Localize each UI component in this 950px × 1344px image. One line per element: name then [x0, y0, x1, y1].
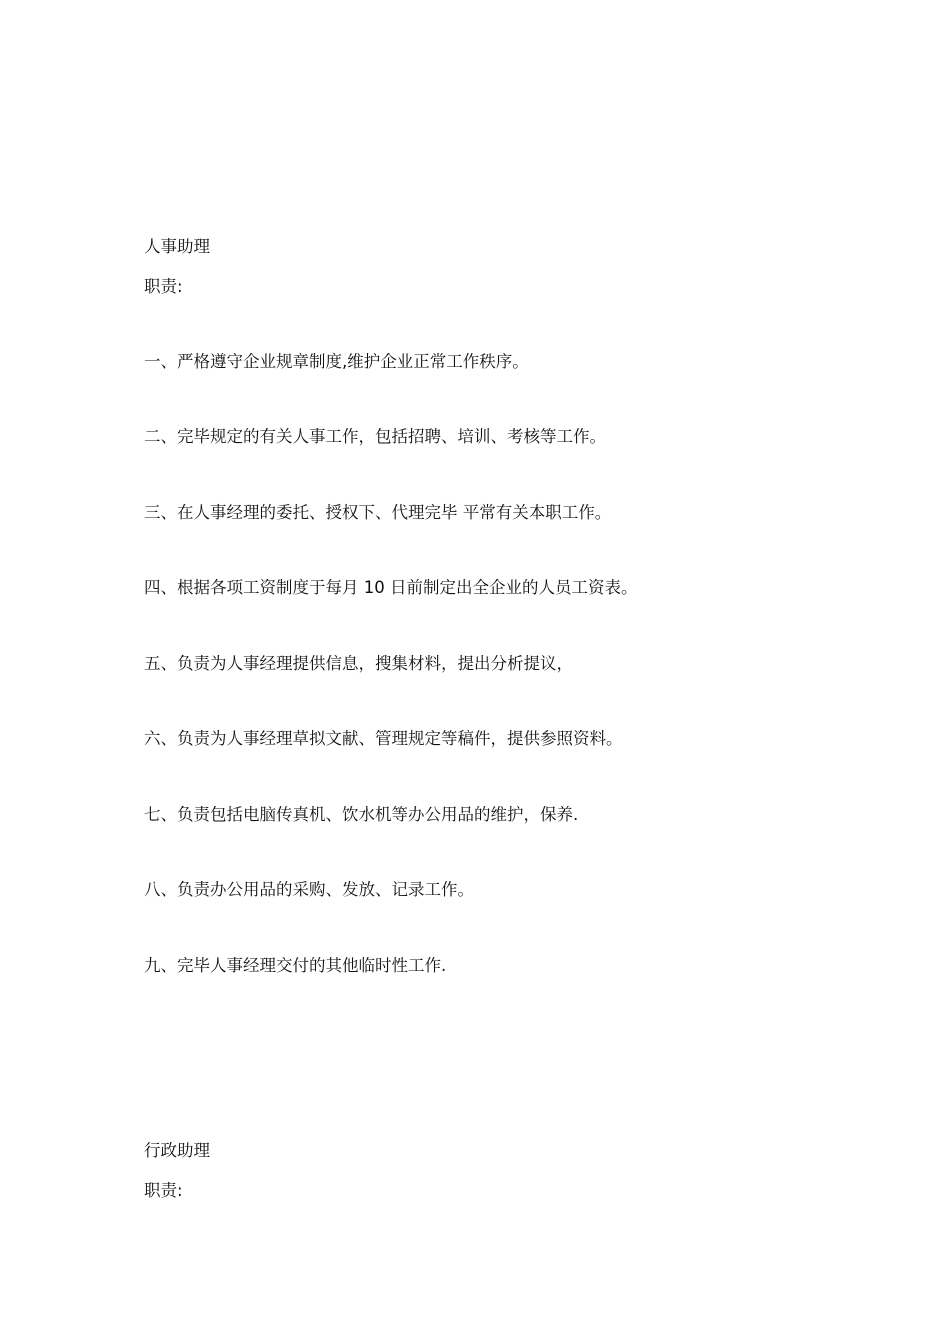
duty-item: 六、负责为人事经理草拟文献、管理规定等稿件，提供参照资料。 [144, 729, 623, 748]
section-title-admin-assistant: 行政助理 [144, 1141, 210, 1160]
duty-item: 五、负责为人事经理提供信息，搜集材料，提出分析提议， [144, 654, 573, 673]
duty-label: 职责: [144, 1181, 183, 1200]
duty-item: 二、完毕规定的有关人事工作，包括招聘、培训、考核等工作。 [144, 427, 606, 446]
duty-item: 三、在人事经理的委托、授权下、代理完毕 平常有关本职工作。 [144, 503, 612, 522]
section-title-hr-assistant: 人事助理 [144, 237, 210, 256]
duty-label: 职责: [144, 277, 183, 296]
duty-item: 一、严格遵守企业规章制度,维护企业正常工作秩序。 [144, 352, 529, 371]
duty-item: 八、负责办公用品的采购、发放、记录工作。 [144, 880, 474, 899]
duty-item: 九、完毕人事经理交付的其他临时性工作. [144, 956, 447, 975]
duty-item: 四、根据各项工资制度于每月 10 日前制定出全企业的人员工资表。 [144, 578, 638, 597]
duty-item: 七、负责包括电脑传真机、饮水机等办公用品的维护，保养. [144, 805, 579, 824]
